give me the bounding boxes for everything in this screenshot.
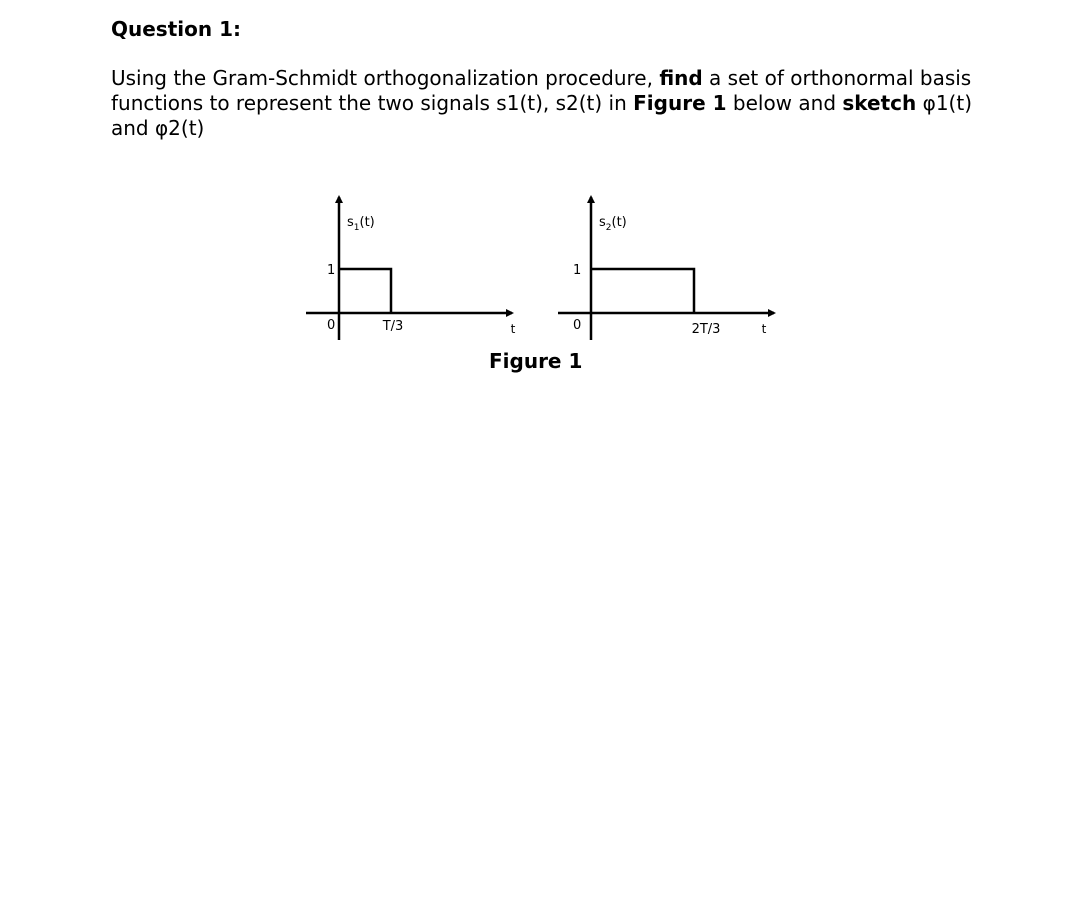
plot-s1-amplitude-label: 1 bbox=[327, 263, 336, 278]
plot-s2 bbox=[558, 197, 774, 340]
figure-1-plots bbox=[290, 185, 790, 345]
plot-s1-pulse bbox=[339, 269, 391, 313]
plot-s2-pulse bbox=[591, 269, 694, 313]
keyword-sketch: sketch bbox=[842, 91, 917, 115]
question-text-part-1: Using the Gram-Schmidt orthogonalization procedure, bbox=[111, 66, 660, 90]
plot-s2-ylabel: $s_2(t)$ bbox=[599, 215, 627, 233]
question-text-part-4: φ1(t) and φ2(t) bbox=[111, 91, 973, 140]
plot-s1-origin-label: 0 bbox=[327, 318, 336, 333]
question-text-part-2: a set of orthonormal basis functions to represent the two signals s1(t), s2(t) in bbox=[111, 66, 972, 115]
plot-s1 bbox=[306, 197, 516, 340]
plot-s1-pulse-end-label: T/3 bbox=[382, 319, 404, 334]
figure-reference: Figure 1 bbox=[633, 91, 727, 115]
plot-s2-xlabel: t bbox=[761, 322, 767, 336]
question-heading: Question 1: bbox=[111, 17, 241, 41]
plot-s1-xlabel: t bbox=[510, 322, 516, 336]
plot-s2-origin-label: 0 bbox=[573, 318, 582, 333]
figure-caption: Figure 1 bbox=[489, 349, 583, 373]
question-text bbox=[111, 66, 991, 141]
plot-s1-ylabel: $s_1(t)$ bbox=[347, 215, 375, 233]
keyword-find: find bbox=[659, 66, 703, 90]
plot-s2-amplitude-label: 1 bbox=[573, 263, 582, 278]
question-text-part-3: below and bbox=[726, 91, 843, 115]
plot-s2-pulse-end-label: 2T/3 bbox=[691, 322, 721, 337]
